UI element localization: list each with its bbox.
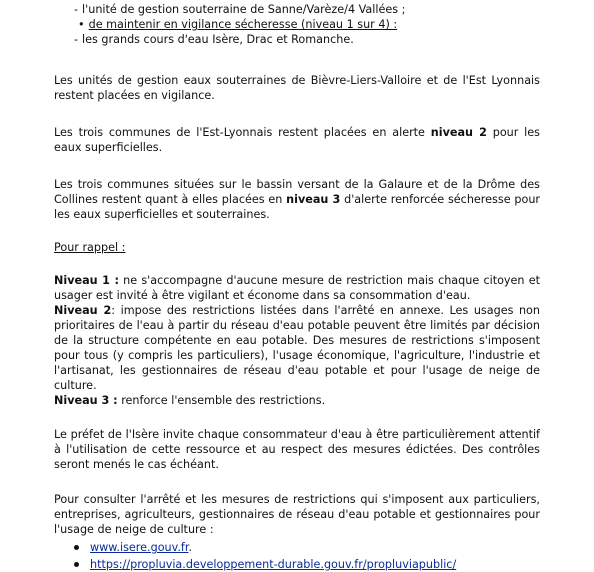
niveau-1-label: Niveau 1 :: [54, 274, 119, 287]
link-suffix: .: [188, 541, 193, 554]
text-segment: d'alerte renforcée sécheresse pour les eaux superficielles et souterraines.: [54, 193, 541, 221]
link-item: [72, 557, 540, 572]
document-page: [54, 0, 540, 572]
niveau-3-paragraph: [54, 393, 540, 408]
niveau-2-paragraph: [54, 303, 540, 393]
text-segment: Les trois communes de l'Est-Lyonnais restent placées en alerte: [54, 126, 431, 139]
list-item: [78, 17, 540, 32]
paragraph-prefet: Le préfet de l'Isère invite chaque consommateur d'eau à être particulièrement attentif à l'utilisation de cette ressource et au respect des mesures édictées. Des contrôles seront menés le cas échéant.: [54, 428, 540, 471]
niveau-3-text: renforce l'ensemble des restrictions.: [117, 394, 326, 407]
niveau-2-label: Niveau 2: [54, 304, 112, 317]
paragraph-vigilance: Les unités de gestion eaux souterraines de Bièvre-Liers-Valloire et de l'Est Lyonnais restent placées en vigilance.: [54, 74, 540, 102]
links-list: [72, 540, 540, 572]
bullet-dot: •: [78, 18, 85, 31]
list-item: [74, 32, 540, 47]
paragraph-galaure: [54, 177, 540, 222]
paragraph-est-lyonnais: [54, 125, 540, 155]
paragraph-consult: Pour consulter l'arrêté et les mesures de restrictions qui s'imposent aux particuliers, entreprises, agriculteurs, gestionnaires de réseau d'eau potable et gestionnaires pour l'usage de neige de culture :: [54, 493, 540, 536]
niveau-2-text: : impose des restrictions listées dans l'arrêté en annexe. Les usages non prioritaires de l'eau à partir du réseau d'eau potable peuvent être limités par décision de la structure compétente en eau potable. Des mesures de restrictions s'imposent pour tous (y compris les particuliers), l'usage économique, l'agriculture, l'industrie et l'artisanat, les gestionnaires de réseau d'eau potable et pour l'usage de neige de culture.: [54, 304, 540, 392]
dash-bullet: -: [74, 33, 79, 46]
niveau-3-label: Niveau 3 :: [54, 394, 118, 407]
list-item: [74, 2, 540, 17]
text-segment: pour les eaux superficielles.: [54, 126, 540, 154]
text-segment: Les trois communes situées sur le bassin versant de la Galaure et de la Drôme des Collines restent quant à elles placées en: [54, 178, 540, 206]
bold-level: niveau 2: [430, 126, 487, 139]
list-item-text: l'unité de gestion souterraine de Sanne/Varèze/4 Vallées ;: [82, 3, 406, 16]
bold-level: niveau 3: [286, 193, 341, 206]
isere-gouv-link[interactable]: www.isere.gouv.fr: [90, 541, 189, 554]
niveau-1-paragraph: [54, 273, 540, 303]
rappel-heading-text: Pour rappel :: [54, 241, 126, 254]
niveau-1-text: ne s'accompagne d'aucune mesure de restriction mais chaque citoyen et usager est invité à être vigilant et économe dans sa consommation d'eau.: [54, 274, 540, 302]
link-item: [72, 540, 540, 555]
propluvia-link[interactable]: https://propluvia.developpement-durable.gouv.fr/propluviapublic/: [90, 558, 457, 571]
list-item-text: les grands cours d'eau Isère, Drac et Romanche.: [82, 33, 354, 46]
rappel-heading: [54, 240, 540, 255]
list-item-text: de maintenir en vigilance sécheresse (niveau 1 sur 4) :: [88, 18, 398, 31]
dash-bullet: -: [74, 3, 79, 16]
measures-list: [54, 2, 540, 47]
